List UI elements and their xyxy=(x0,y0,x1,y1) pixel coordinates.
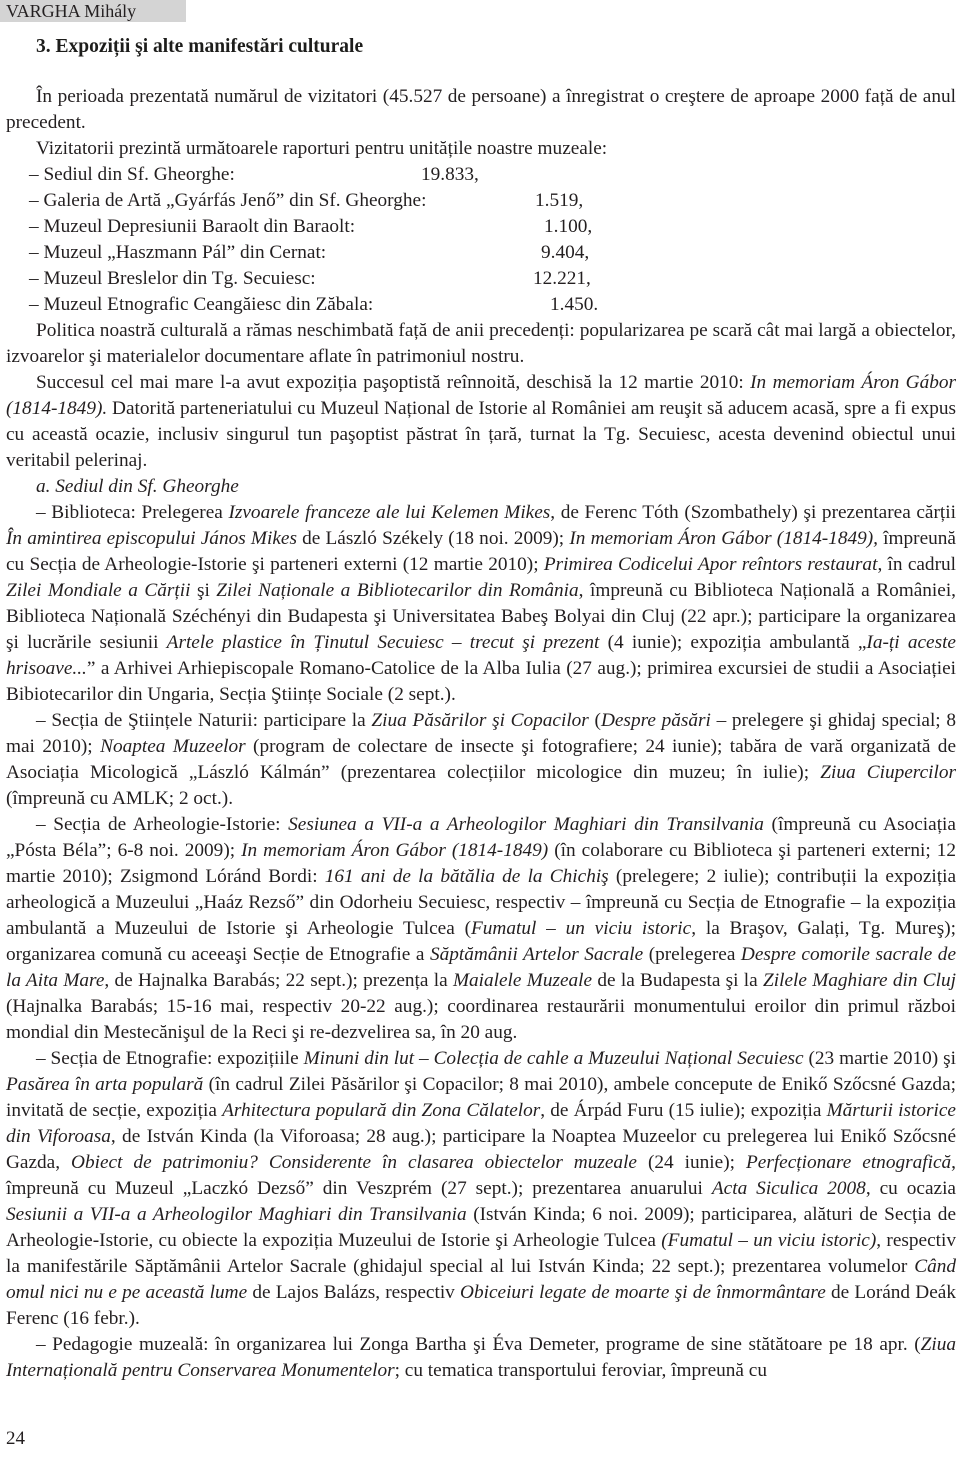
italic-title: Maialele Muzeale xyxy=(452,970,593,991)
italic-title: Obiect de patrimoniu? Considerente în clasarea obiectelor muzeale xyxy=(71,1152,637,1173)
subheading xyxy=(6,474,956,500)
running-header: VARGHA Mihály xyxy=(0,0,186,22)
text-run: , de István Kinda (la Viforoasa; 28 aug.); participare la Noaptea Muzeelor cu prelegerea lui Enikő Szőcsné Gazda, xyxy=(6,1126,956,1173)
text-run: , cu ocazia xyxy=(865,1178,956,1199)
italic-title: Sesiunii a VII-a a Arheologilor Maghiari din Transilvania xyxy=(6,1204,467,1225)
text-run: (împreună cu AMLK; 2 oct.). xyxy=(6,788,234,809)
text-run: – Secția de Arheologie-Istorie: xyxy=(36,814,289,835)
visitor-count: 19.833, xyxy=(421,164,479,185)
text-run: de la Budapesta şi la xyxy=(592,970,764,991)
text-run: de Lajos Balázs, respectiv xyxy=(247,1282,461,1303)
text-run: – Biblioteca: Prelegerea xyxy=(36,502,229,523)
visitor-count: 1.519, xyxy=(535,190,584,211)
italic-title: Ziua Ciupercilor xyxy=(820,762,956,783)
italic-title: Zilei Mondiale a Cărții xyxy=(6,580,191,601)
text-run: – Pedagogie muzeală: în organizarea lui Zonga Bartha şi Éva Demeter, programe de sine stătătoare pe 18 apr. ( xyxy=(36,1334,921,1355)
text-run: (prelegerea xyxy=(643,944,741,965)
italic-title: Obiceiuri legate de moarte şi de înmormântare xyxy=(460,1282,826,1303)
italic-title: In memoriam Áron Gábor (1814-1849), xyxy=(569,528,878,549)
success-paragraph xyxy=(6,370,956,474)
visitor-row xyxy=(6,214,956,240)
italic-title: Sesiunea a VII-a a Arheologilor Maghiari din Transilvania xyxy=(288,814,764,835)
text-run: (24 iunie); xyxy=(637,1152,746,1173)
ethnography-paragraph xyxy=(6,1046,956,1332)
italic-title: Izvoarele franceze ale lui Kelemen Mikes xyxy=(228,502,551,523)
visitor-row xyxy=(6,188,956,214)
italic-title: Arhitectura populară din Zona Călatelor xyxy=(222,1100,541,1121)
visitor-row xyxy=(6,162,956,188)
section-title: 3. Expoziții şi alte manifestări culturale xyxy=(36,36,364,57)
italic-title: Despre păsări xyxy=(600,710,711,731)
text-run: , la Braşov, Galați, Tg. Mureş); organizarea comună cu aceeaşi Secție de Etnografie a xyxy=(6,918,957,965)
visitor-list xyxy=(6,162,956,318)
visitor-row xyxy=(6,266,956,292)
text-run: (István Kinda; 6 noi. 2009); participarea, alături de Secția de Arheologie-Istorie, cu obiecte la expoziția Muzeului de Istorie şi Arheologie Tulcea xyxy=(6,1204,957,1251)
italic-title: Noaptea Muzeelor xyxy=(100,736,246,757)
italic-title: Minuni din lut – Colecția de cahle a Muzeului Național Secuiesc xyxy=(303,1048,804,1069)
visitor-unit: – Sediul din Sf. Gheorghe: xyxy=(29,164,235,185)
italic-title: Acta Siculica 2008 xyxy=(711,1178,866,1199)
italic-title: 161 ani de la bătălia de la Chichiş xyxy=(324,866,609,887)
italic-title: (Fumatul – un viciu istoric) xyxy=(661,1230,877,1251)
italic-title: Mărturii istorice din Viforoasa xyxy=(6,1100,956,1147)
text-run: , în cadrul xyxy=(877,554,956,575)
visitor-unit: – Galeria de Artă „Gyárfás Jenő” din Sf. Gheorghe: xyxy=(29,190,427,211)
italic-title: Primirea Codicelui Apor reîntors restaurat xyxy=(543,554,878,575)
visitor-count: 9.404, xyxy=(541,242,590,263)
text-run: , de Ferenc Tóth (Szombathely) şi prezentarea cărții xyxy=(550,502,956,523)
text-run: (împreună cu Asociația „Pósta Béla”; 6-8 noi. 2009); xyxy=(6,814,956,861)
text-run: ; cu tematica transportului feroviar, împreună cu xyxy=(394,1360,767,1381)
text-run: împreună cu Secția de Arheologie-Istorie şi parteneri externi (12 martie 2010); xyxy=(6,528,956,575)
text-run: – Secția de Etnografie: expozițiile xyxy=(36,1048,304,1069)
visitor-count: 1.450. xyxy=(550,294,599,315)
subheading-text: a. Sediul din Sf. Gheorghe xyxy=(36,476,239,497)
page-number: 24 xyxy=(6,1428,25,1449)
museum-pedagogy-paragraph xyxy=(6,1332,956,1384)
italic-title: Când omul nici nu e pe această lume xyxy=(6,1256,956,1303)
archaeology-history-paragraph xyxy=(6,812,956,1046)
natural-sciences-paragraph xyxy=(6,708,956,812)
visitor-unit: – Muzeul Etnografic Ceangăiesc din Zăbala: xyxy=(29,294,374,315)
italic-title: Fumatul – un viciu istoric xyxy=(471,918,692,939)
italic-title: In memoriam Áron Gábor (1814-1849) xyxy=(241,840,549,861)
visitor-unit: – Muzeul Breslelor din Tg. Secuiesc: xyxy=(29,268,316,289)
italic-title: În amintirea episcopului János Mikes xyxy=(6,528,297,549)
success-text: Datorită parteneriatului cu Muzeul Național de Istorie al României am reuşit să aducem acasă, spre a fi expus cu această ocazie, inclusiv singurul tun paşoptist păstrat în țară, turnat la Tg. Secuiesc, acesta devenind obiectul unui veritabil pelerinaj. xyxy=(6,398,956,471)
visitor-row xyxy=(6,292,956,318)
visitor-count: 1.100, xyxy=(544,216,593,237)
text-run: ( xyxy=(588,710,601,731)
text-run: , de Árpád Furu (15 iulie); expoziția xyxy=(540,1100,827,1121)
italic-title: Perfecționare etnografică xyxy=(745,1152,952,1173)
italic-title: Zilei Naționale a Bibliotecarilor din România xyxy=(216,580,579,601)
italic-title: Ziua Internațională pentru Conservarea Monumentelor xyxy=(6,1334,956,1381)
text-run: de László Székely (18 noi. 2009); xyxy=(296,528,570,549)
intro-paragraph: În perioada prezentată numărul de vizitatori (45.527 de persoane) a înregistrat o creştere de aproape 2000 față de anul precedent. xyxy=(6,86,956,133)
text-run: (Hajnalka Barabás; 15-16 mai, respectiv 20-22 aug.); coordinarea restaurării monumentului eroilor din primul război mondial din Mestecănişul de la Reci şi re-dezvelirea sa, în 20 aug. xyxy=(6,996,956,1043)
text-run: , respectiv la manifestările Săptămânii Artelor Sacrale (ghidajul special al lui István Kinda; 22 sept.); prezentarea volumelor xyxy=(6,1230,956,1277)
text-run: , împreună cu Muzeul „Laczkó Dezső” din Veszprém (27 sept.); prezentarea anuarului xyxy=(6,1152,956,1199)
policy-paragraph: Politica noastră culturală a rămas neschimbată față de anii precedenți: popularizarea pe scară cât mai largă a obiectelor, izvoarelor şi materialelor documentare aflate în patrimoniul nostru. xyxy=(6,320,956,367)
text-run: (4 iunie); expoziția ambulantă „ xyxy=(599,632,867,653)
text-run: (în cadrul Zilei Păsărilor şi Copacilor; 8 mai 2010), ambele concepute de Enikő Szőcsné Gazda; invitată de secție, expoziția xyxy=(6,1074,956,1121)
visitor-unit: – Muzeul Depresiunii Baraolt din Baraolt: xyxy=(29,216,356,237)
italic-title: Despre comorile sacrale de la Aita Mare xyxy=(6,944,957,991)
text-run: – Secția de Ştiințele Naturii: participare la xyxy=(36,710,372,731)
text-run: (în colaborare cu Biblioteca şi parteneri externi; 12 martie 2010); Zsigmond Lóránd Bordi: xyxy=(6,840,956,887)
italic-title: Ziua Păsărilor şi Copacilor xyxy=(371,710,589,731)
text-run: , de Hajnalka Barabás; 22 sept.); prezența la xyxy=(104,970,453,991)
visitor-unit: – Muzeul „Haszmann Pál” din Cernat: xyxy=(29,242,327,263)
library-paragraph xyxy=(6,500,956,708)
visitors-intro: Vizitatorii prezintă următoarele raporturi pentru unitățile noastre muzeale: xyxy=(36,138,608,159)
text-run: de Loránd Deák Ferenc (16 febr.). xyxy=(6,1282,956,1329)
text-run: – prelegere şi ghidaj special; 8 mai 2010); xyxy=(6,710,957,757)
visitor-row xyxy=(6,240,956,266)
text-run: ” a Arhivei Arhiepiscopale Romano-Catolice de la Alba Iulia (27 aug.); primirea excursiei de studii a Asociației Bibiotecarilor din Ungaria, Secția Ştiințe Sociale (2 sept.). xyxy=(6,658,956,705)
text-run: (23 martie 2010) şi xyxy=(803,1048,956,1069)
document-body xyxy=(6,84,956,1384)
italic-title: Săptămânii Artelor Sacrale xyxy=(429,944,644,965)
text-run: (program de colectare de insecte şi fotografiere; 24 iunie); tabăra de vară organizată de Asociația Micologică „László Kálmán” (prezentarea colecțiilor micologice din muzeu; în iulie); xyxy=(6,736,956,783)
text-run: şi xyxy=(190,580,217,601)
italic-title: Pasărea în arta populară xyxy=(6,1074,204,1095)
italic-title: Artele plastice în Ținutul Secuiesc – trecut şi prezent xyxy=(166,632,600,653)
text-run: , împreună cu Biblioteca Națională a României, Biblioteca Națională Széchényi din Budapesta şi Universitatea Babeş Bolyai din Cluj (22 apr.); participare la organizarea şi lucrările sesiunii xyxy=(6,580,956,653)
visitor-count: 12.221, xyxy=(533,268,591,289)
success-text: Succesul cel mai mare l-a avut expoziția paşoptistă reînnoită, deschisă la 12 martie 2010: xyxy=(36,372,751,393)
exhibition-title: In memoriam Áron Gábor (1814-1849). xyxy=(6,372,956,419)
italic-title: Zilele Maghiare din Cluj xyxy=(763,970,956,991)
text-run: (prelegere; 2 iulie); contribuții la expoziția arheologică a Muzeului „Haáz Rezső” din Odorheiu Secuiesc, respectiv – împreună cu Secția de Etnografie – la expoziția ambulantă a Muzeului de Istorie şi Arheologie Tulcea ( xyxy=(6,866,957,939)
italic-title: Ia-ți aceste hrisoave... xyxy=(6,632,956,679)
